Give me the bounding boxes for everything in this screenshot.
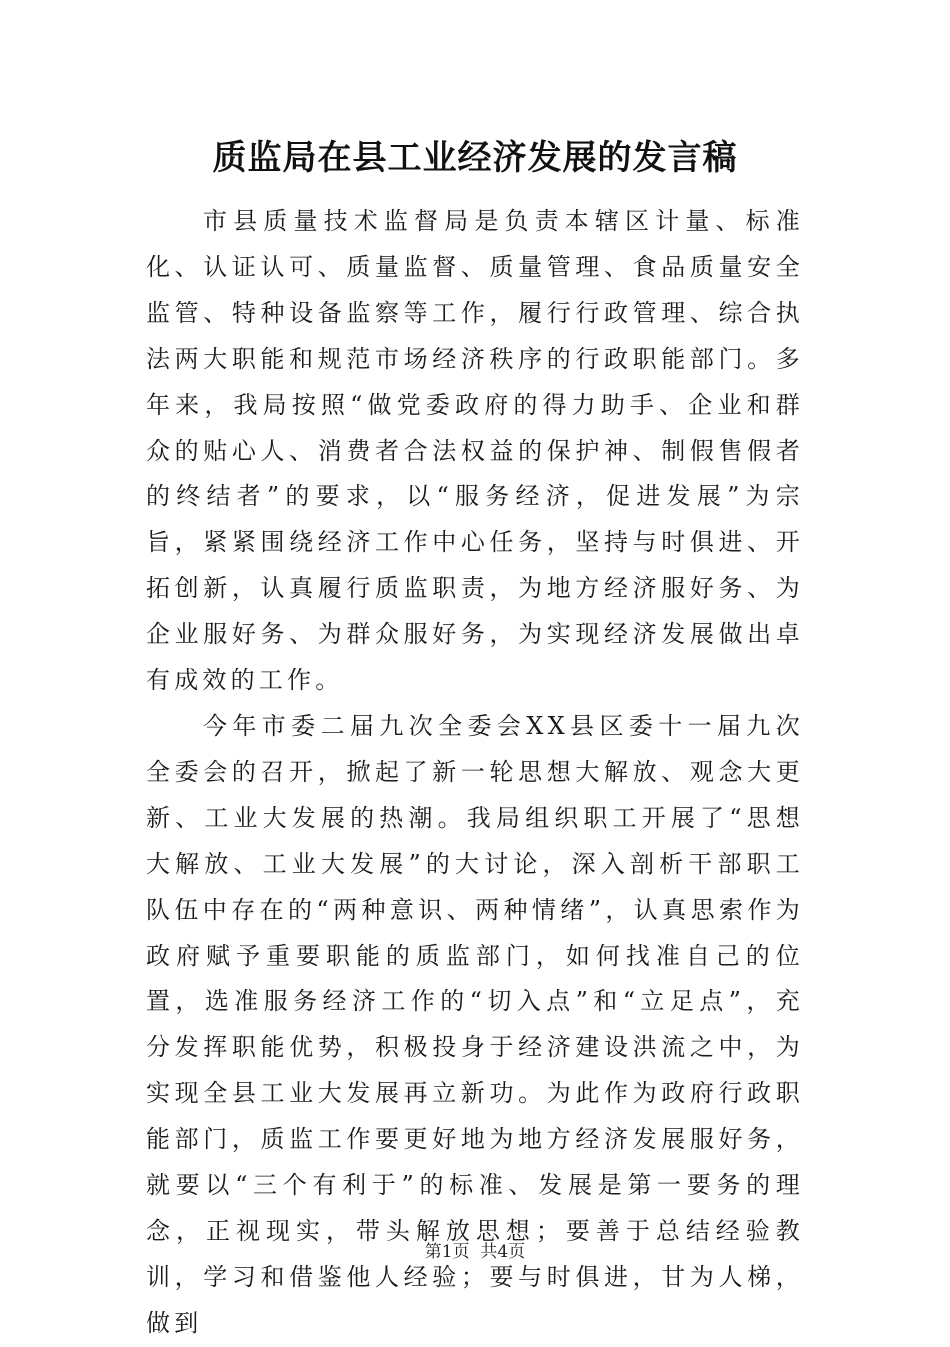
page-footer bbox=[0, 1240, 950, 1264]
page-number: 第1页 bbox=[424, 1242, 470, 1262]
page-total: 共4页 bbox=[480, 1242, 526, 1262]
document-body bbox=[146, 199, 804, 1347]
paragraph-1: 市县质量技术监督局是负责本辖区计量、标准化、认证认可、质量监督、质量管理、食品质量安全监管、特种设备监察等工作，履行行政管理、综合执法两大职能和规范市场经济秩序的行政职能部门。多年来，我局按照“做党委政府的得力助手、企业和群众的贴心人、消费者合法权益的保护神、制假售假者的终结者”的要求，以“服务经济，促进发展”为宗旨，紧紧围绕经济工作中心任务，坚持与时俱进、开拓创新，认真履行质监职责，为地方经济服好务、为企业服好务、为群众服好务，为实现经济发展做出卓有成效的工作。 bbox=[146, 207, 804, 695]
paragraph-2: 今年市委二届九次全委会XX县区委十一届九次全委会的召开，掀起了新一轮思想大解放、观念大更新、工业大发展的热潮。我局组织职工开展了“思想大解放、工业大发展”的大讨论，深入剖析干部职工队伍中存在的“两种意识、两种情绪”，认真思索作为政府赋予重要职能的质监部门，如何找准自己的位置，选准服务经济工作的“切入点”和“立足点”，充分发挥职能优势，积极投身于经济建设洪流之中，为实现全县工业大发展再立新功。为此作为政府行政职能部门，质监工作要更好地为地方经济发展服好务，就要以“三个有利于”的标准、发展是第一要务的理念，正视现实，带头解放思想；要善于总结经验教训，学习和借鉴他人经验；要与时俱进，甘为人梯，做到 bbox=[146, 711, 804, 1337]
document-title: 质监局在县工业经济发展的发言稿 bbox=[212, 138, 738, 178]
